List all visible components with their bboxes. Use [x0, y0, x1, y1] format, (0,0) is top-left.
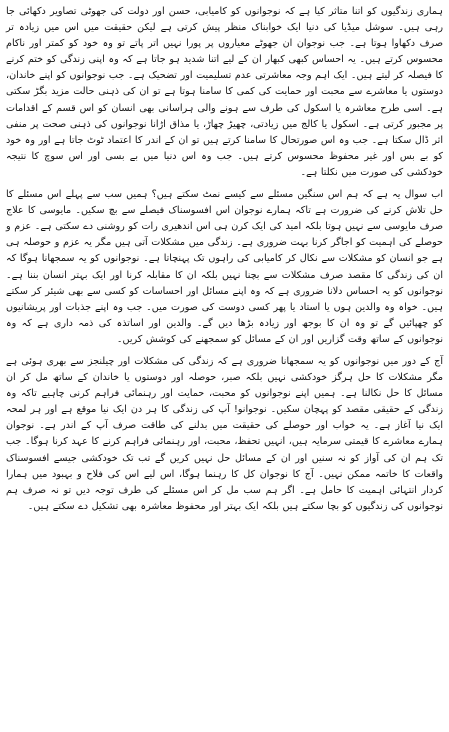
article-paragraph-2: اب سوال یہ ہے کہ ہم اس سنگین مسئلے سے کیسے نمٹ سکتے ہیں؟ ہمیں سب سے پہلے اس مسئلے کا حل تلاش کرنے کی ضرورت ہے تاکہ ہمارے نوجوان اس افسوسناک فیصلے سے بچ سکیں۔ مایوسی کا علاج صرف مایوسی سے نہیں ہوتا بلکہ امید کی ایک کرن ہی اس اندھیری رات کو روشنی دے سکتی ہے۔ عزم و حوصلے کی اہمیت کو اجاگر کرنا بہت ضروری ہے۔ زندگی میں مشکلات آتی ہیں مگر یہ عزم و حوصلہ ہی ہے جو انسان کو مشکلات سے نکال کر کامیابی کی راہوں تک پہنچاتا ہے۔ نوجوانوں کو یہ سمجھانا ہوگا کہ ان کی زندگی کا مقصد صرف مشکلات سے بچنا نہیں بلکہ ان کا مقابلہ کرنا اور ایک بہتر انسان بننا ہے۔ نوجوانوں کو یہ احساس دلانا ضروری ہے کہ وہ اپنے مسائل اور احساسات کو کسی سے بھی شیئر کر سکتے ہیں۔ خواہ وہ والدین ہوں یا استاد یا پھر کسی دوست کی صورت میں۔ جب وہ اپنے جذبات اور پریشانیوں کو چھپائیں گے تو وہ ان کا بوجھ اور زیادہ بڑھا دیں گے۔ والدین اور اساتذہ کی ذمہ داری ہے کہ وہ نوجوانوں کے ساتھ وقت گزاریں اور ان کے مسائل کو سمجھنے کی کوشش کریں۔ [6, 189, 443, 345]
article-paragraph-1: ہماری زندگیوں کو اتنا متاثر کیا ہے کہ نوجوانوں کو کامیابی، حسن اور دولت کی جھوٹی تصاویر دکھائی جا رہی ہیں۔ سوشل میڈیا کی دنیا ایک خوابناک منظر پیش کرتی ہے لیکن حقیقت میں اس میں زیادہ تر صرف دکھاوا ہوتا ہے۔ جب نوجوان ان جھوٹے معیاروں پر پورا نہیں اتر پاتے تو وہ خود کو کمتر اور ناکام محسوس کرتے ہیں۔ یہ احساس کبھی کبھار ان کے لیے اتنا شدید ہو جاتا ہے کہ وہ اپنی زندگی کو ختم کرنے کا فیصلہ کر لیتے ہیں۔ ایک اہم وجہ معاشرتی عدم تسلیمیت اور تضحیک ہے۔ جب نوجوانوں کو اپنے خاندان، دوستوں یا معاشرے سے محبت اور حمایت کی کمی کا سامنا ہوتا ہے تو ان کی ذہنی حالت مزید بگڑ سکتی ہے۔ اسی طرح معاشرہ یا اسکول کی طرف سے ہونے والی ہراسانی بھی انسان کو اس قسم کے اقدامات پر مجبور کرتی ہے۔ اسکول یا کالج میں زیادتی، چھیڑ چھاڑ، یا مذاق اڑانا نوجوانوں کی ذہنی صحت پر منفی اثر ڈال سکتا ہے۔ جب وہ اس صورتحال کا سامنا کرتے ہیں تو ان کے اندر کا اعتماد ٹوٹ جاتا ہے اور وہ خود کو بے بس اور غیر محفوظ محسوس کرتے ہیں۔ جب وہ اس دنیا میں بے بسی اور اس سوچ کا نتیجہ خودکشی کی صورت میں نکلتا ہے۔ [6, 6, 443, 178]
article-paragraph-3: آج کے دور میں نوجوانوں کو یہ سمجھانا ضروری ہے کہ زندگی کی مشکلات اور چیلنجز سے بھری ہوئی ہے مگر مشکلات کا حل ہرگز خودکشی نہیں بلکہ صبر، حوصلہ اور دوستوں یا خاندان کے ساتھ مل کر ان مسائل کا حل نکالنا ہے۔ ہمیں اپنے نوجوانوں کو محبت، حمایت اور رہنمائی فراہم کرنی چاہیے تاکہ وہ زندگی کے حقیقی مقصد کو پہچان سکیں۔ نوجوانو! آپ کی زندگی کا ہر دن ایک نیا موقع ہے اور ہر لمحہ ایک نیا آغاز ہے۔ یہ خواب اور حوصلے کی حقیقت میں بدلنے کی طاقت صرف آپ کے اندر ہے۔ نوجوان ہمارے معاشرے کا قیمتی سرمایہ ہیں، انہیں تحفظ، محبت، اور رہنمائی فراہم کرنے کا عہد کرنا ہوگا۔ جب تک ہم ان کی آواز کو نہ سنیں اور ان کے مسائل حل نہیں کریں گے تب تک خودکشی جیسے افسوسناک واقعات کا خاتمہ ممکن نہیں۔ آج کا نوجوان کل کا رہنما ہوگا، اس لیے اس کی فلاح و بہبود میں ہمارا کردار انتہائی اہمیت کا حامل ہے۔ اگر ہم سب مل کر اس مسئلے کی طرف توجہ دیں تو نہ صرف ہم نوجوانوں کی زندگیوں کو بچا سکتے ہیں بلکہ ایک بہتر اور محفوظ معاشرہ بھی تشکیل دے سکتے ہیں۔ [6, 355, 443, 512]
